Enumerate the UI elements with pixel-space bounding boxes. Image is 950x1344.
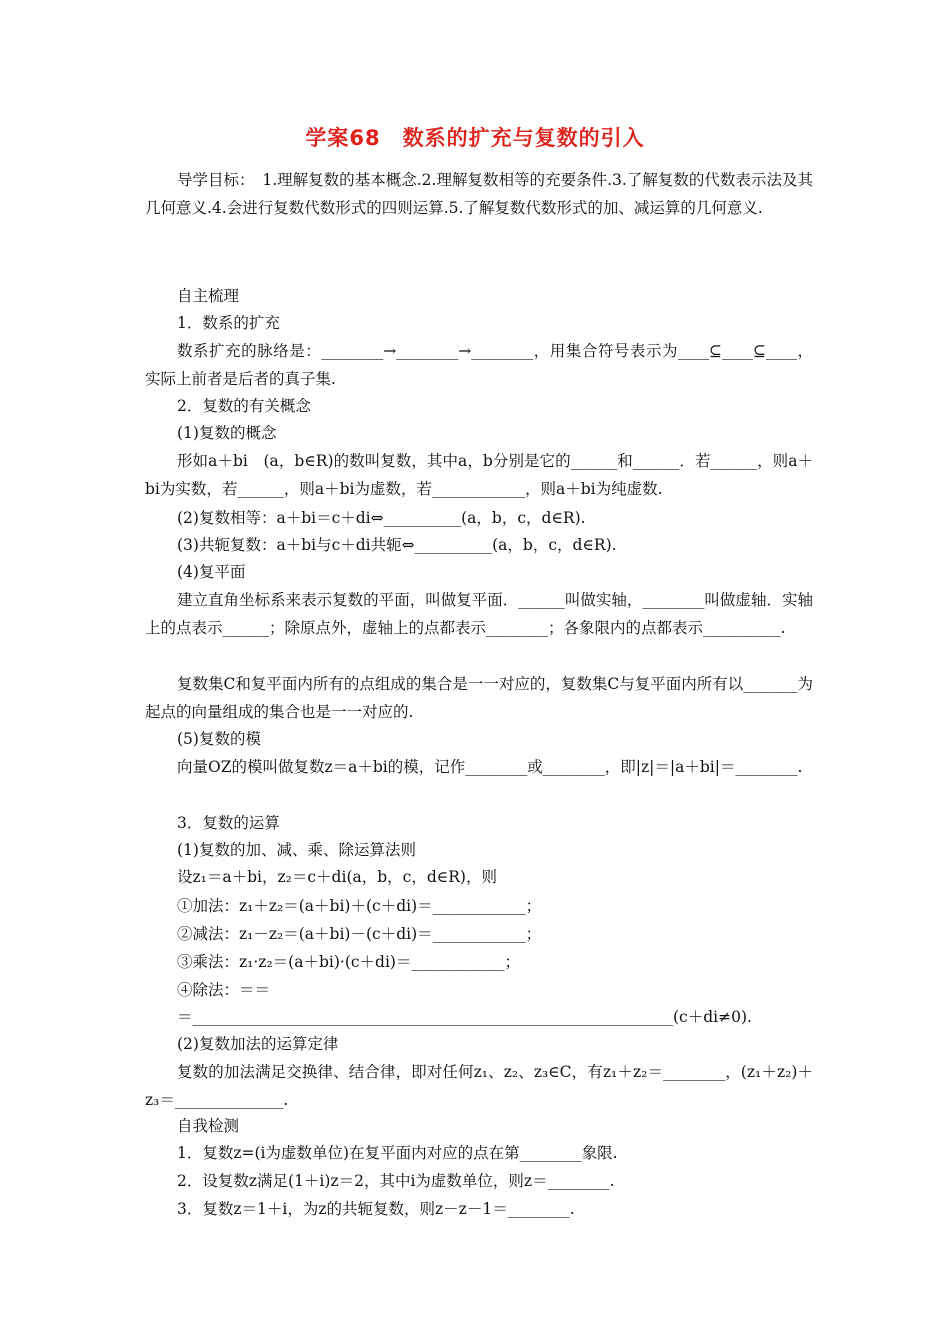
section-1-text: 数系扩充的脉络是：________→________→________，用集合符号表示为____⊆____⊆____，实际上前者是后者的真子集. — [145, 342, 813, 388]
operation-subtraction: ②减法：z₁－z₂＝(a＋bi)－(c＋di)＝____________； — [177, 925, 542, 943]
section-2-4-text-2: 复数集C和复平面内所有的点组成的集合是一一对应的，复数集C与复平面内所有以_______为起点的向量组成的集合也是一一对应的. — [145, 675, 813, 721]
operation-division-result: ＝______________________________________________________________(c＋di≠0). — [177, 1008, 752, 1026]
page-title: 学案68 数系的扩充与复数的引入 — [305, 126, 645, 150]
section-3-heading: 3．复数的运算 — [177, 814, 280, 832]
question-2: 2．设复数z满足(1＋i)z＝2，其中i为虚数单位，则z＝________. — [177, 1172, 615, 1190]
section-2-5-text: 向量OZ的模叫做复数z＝a＋bi的模，记作________或________，即|z|＝|a＋bi|＝________. — [177, 758, 803, 776]
operation-addition: ①加法：z₁＋z₂＝(a＋bi)＋(c＋di)＝____________； — [177, 897, 542, 915]
section-2-heading: 2．复数的有关概念 — [177, 397, 311, 415]
question-3: 3．复数z＝1＋i，为z的共轭复数，则z－z－1＝________. — [177, 1200, 575, 1218]
section-3-2-text: 复数的加法满足交换律、结合律，即对任何z₁、z₂、z₃∈C，有z₁＋z₂＝________，(z₁＋z₂)＋z₃＝______________. — [145, 1063, 813, 1109]
section-2-5-heading: (5)复数的模 — [177, 730, 261, 748]
operation-multiplication: ③乘法：z₁·z₂＝(a＋bi)·(c＋di)＝____________； — [177, 953, 520, 971]
operation-division: ④除法：＝＝ — [177, 981, 271, 999]
section-1-heading: 1．数系的扩充 — [177, 314, 280, 332]
section-2-2-text: (2)复数相等：a＋bi＝c＋di⇔__________(a，b，c，d∈R). — [177, 509, 586, 527]
question-1: 1．复数z=(i为虚数单位)在复平面内对应的点在第________象限. — [177, 1144, 618, 1162]
section-2-4-heading: (4)复平面 — [177, 563, 246, 581]
section-3-1-intro: 设z₁＝a＋bi，z₂＝c＋di(a，b，c，d∈R)，则 — [177, 868, 497, 886]
section-review-heading: 自主梳理 — [177, 287, 240, 305]
section-2-1-text: 形如a＋bi (a，b∈R)的数叫复数，其中a，b分别是它的______和______．若______，则a＋bi为实数，若______，则a＋bi为虚数，若____________，则a＋bi为纯虚数. — [145, 452, 813, 498]
section-2-4-text: 建立直角坐标系来表示复数的平面，叫做复平面．______叫做实轴，________叫做虚轴．实轴上的点表示______；除原点外，虚轴上的点都表示________；各象限内的点都表示__________. — [145, 591, 813, 637]
section-check-heading: 自我检测 — [177, 1117, 240, 1135]
section-2-3-text: (3)共轭复数：a＋bi与c＋di共轭⇔__________(a，b，c，d∈R). — [177, 536, 617, 554]
section-3-1-heading: (1)复数的加、减、乘、除运算法则 — [177, 841, 416, 859]
section-2-1-heading: (1)复数的概念 — [177, 424, 277, 442]
learning-objectives: 导学目标： 1.理解复数的基本概念.2.理解复数相等的充要条件.3.了解复数的代数表示法及其几何意义.4.会进行复数代数形式的四则运算.5.了解复数代数形式的加、减运算的几何意义. — [145, 171, 813, 217]
section-3-2-heading: (2)复数加法的运算定律 — [177, 1035, 339, 1053]
